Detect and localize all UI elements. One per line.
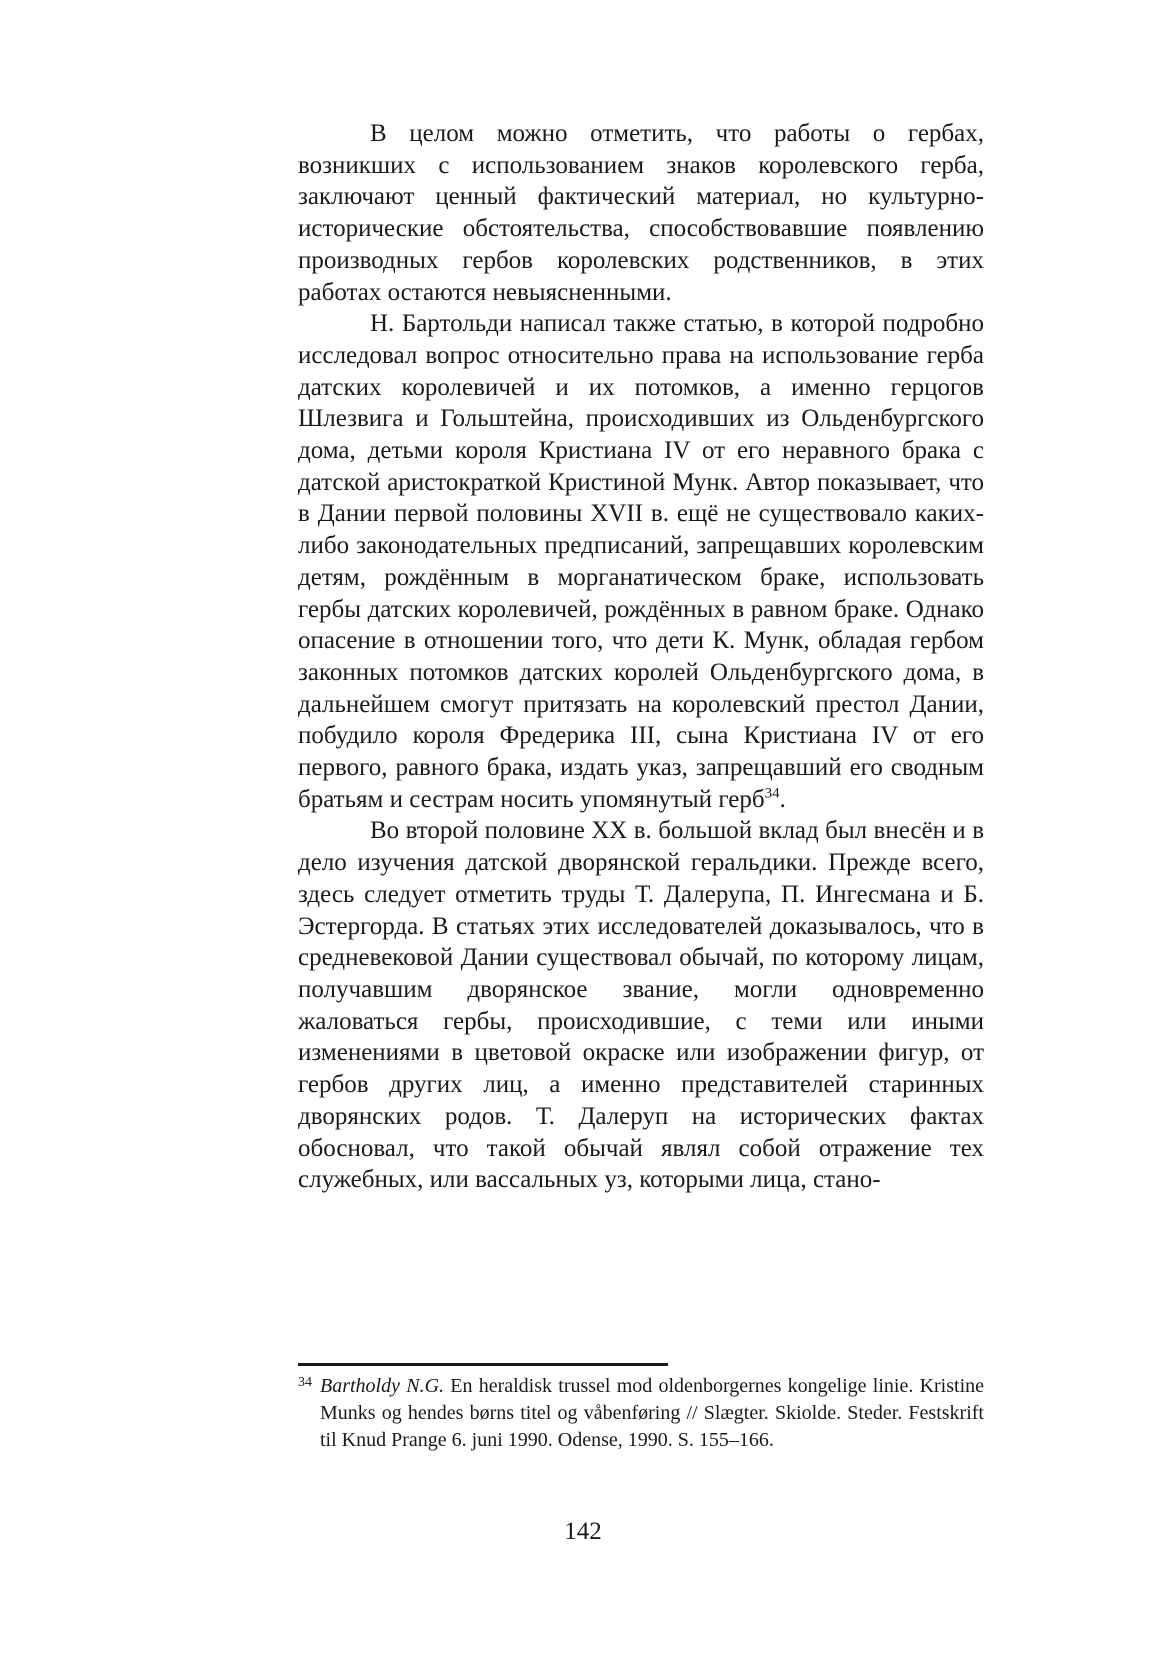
footnote-reference[interactable]: 34 bbox=[764, 785, 780, 802]
paragraph-1: В целом можно отметить, что работы о гербах, возникших с использованием знаков королевского герба, заключают ценный фактический материал, но культурно-исторические обстоятельства, способствовавшие появлению производных гербов королевских родственников, в этих работах остаются невыясненными. bbox=[298, 120, 984, 306]
paragraph-3: Во второй половине XX в. большой вклад был внесён и в дело изучения датской дворянской геральдики. Прежде всего, здесь следует отметить труды Т. Далерупа, П. Ингесмана и Б. Эстергорда. В статьях этих исследователей доказывалось, что в средневековой Дании существовал обычай, по которому лицам, получавшим дворянское звание, могли одновременно жаловаться гербы, происходившие, с теми или иными изменениями в цветовой окраске или изображении фигур, от гербов других лиц, а именно представителей старинных дворянских родов. Т. Далеруп на исторических фактах обосновал, что такой обычай являл собой отражение тех служебных, или вассальных уз, которыми лица, стано- bbox=[298, 817, 984, 1194]
footnote-divider bbox=[298, 1363, 668, 1366]
paragraph-2-text: Н. Бартольди написал также статью, в которой подробно исследовал вопрос относительно права на использование герба датских королевичей и их потомков, а именно герцогов Шлезвига и Гольштейна, происходивших из Ольденбургского дома, детьми короля Кристиана IV от его неравного брака с датской аристократкой Кристиной Мунк. Автор показывает, что в Дании первой половины XVII в. ещё не существовало каких-либо законодательных предписаний, запрещавших королевским детям, рождённым в морганатическом браке, использовать гербы датских королевичей, рождённых в равном браке. Однако опасение в отношении того, что дети К. Мунк, обладая гербом законных потомков датских королей Ольденбургского дома, в дальнейшем смогут притязать на королевский престол Дании, побудило короля Фредерика III, сына Кристиана IV от его первого, равного брака, издать указ, запрещавший его сводным братьям и сестрам носить упомянутый герб bbox=[298, 310, 984, 813]
footnote bbox=[298, 1373, 984, 1454]
paragraph-2-end: . bbox=[779, 785, 786, 813]
footnote-author: Bartholdy N.G. bbox=[320, 1375, 445, 1397]
footnote-text: En heraldisk trussel mod oldenborgernes kongelige linie. Kristine Munks og hendes børns titel og våbenføring // Slægter. Skiolde. Steder. Festskrift til Knud Prange 6. juni 1990. Odense, 1990. S. 155–166. bbox=[320, 1375, 984, 1451]
page-number: 142 bbox=[564, 1518, 602, 1545]
paragraph-2 bbox=[298, 308, 984, 815]
footnote-number: 34 bbox=[298, 1375, 312, 1390]
footnote-body bbox=[320, 1373, 984, 1454]
main-text bbox=[298, 118, 984, 1196]
